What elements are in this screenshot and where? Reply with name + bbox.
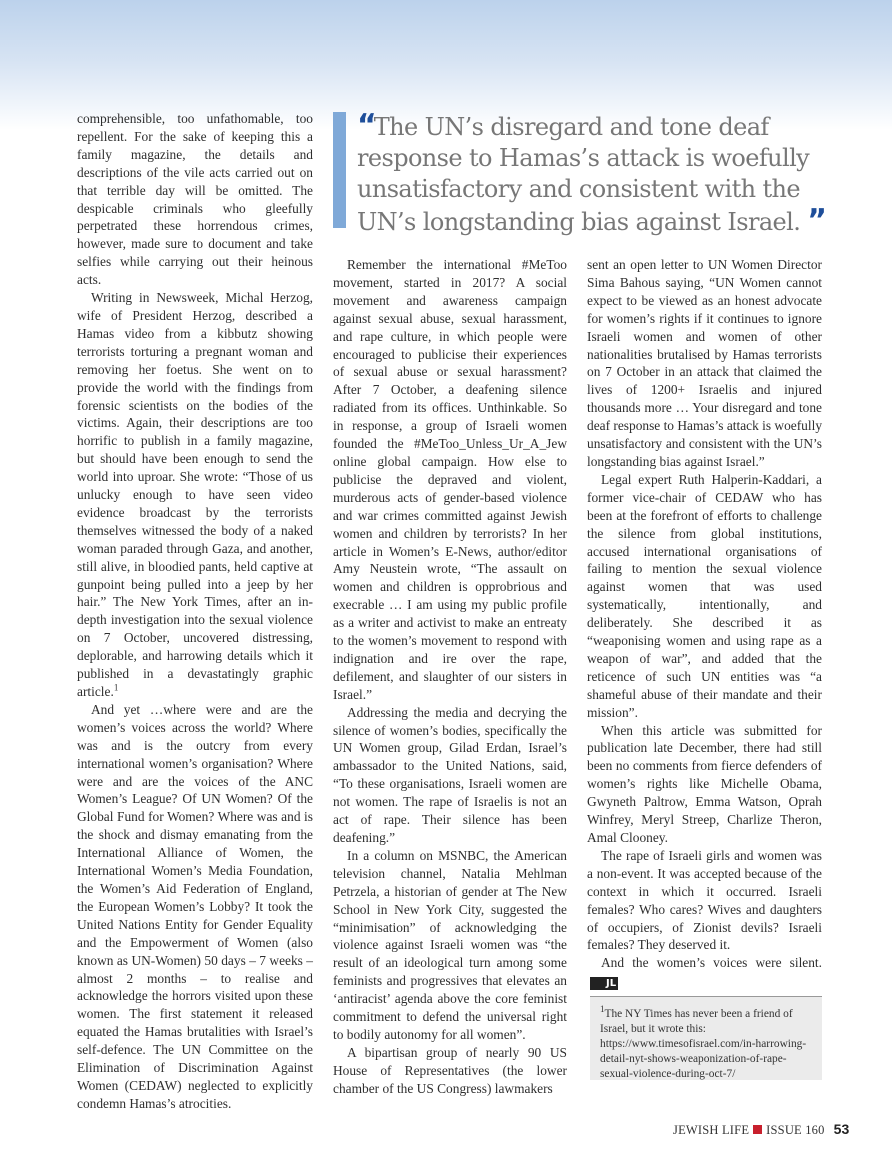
paragraph: The rape of Israeli girls and women was a non-event. It was accepted because of the context in which it occurred. Israeli females? Who cares? Wives and daughters of occupiers, of Zionist devils? Israeli females? They deserved it. xyxy=(587,847,822,953)
pull-quote-text xyxy=(357,110,827,238)
paragraph xyxy=(587,954,822,990)
paragraph-text: Writing in Newsweek, Michal Herzog, wife of President Herzog, described a Hamas video from a kibbutz showing terrorists torturing a pregnant woman and removing her foetus. She went on to provide the world with the findings from forensic scientists on the bodies of the victims. Again, their descriptions are too horrific to publish in a family magazine, but should have been enough to send the world into uproar. She wrote: “Those of us unlucky enough to have seen video evidence broadcast by the terrorists themselves witnessed the body of a naked woman paraded through Gaza, and another, still alive, in bloodied pants, held captive at gunpoint being pulled into a jeep by her hair.” The New York Times, after an in-depth investigation into the sexual violence on 7 October, uncovered distressing, deplorable, and harrowing details which it published in a devastatingly graphic article. xyxy=(77,290,313,699)
issue-label: ISSUE 160 xyxy=(766,1123,825,1137)
paragraph xyxy=(77,289,313,701)
red-square-separator-icon xyxy=(753,1125,762,1134)
close-quote-icon: ” xyxy=(807,203,824,238)
end-of-article-icon: JL xyxy=(590,977,618,990)
paragraph: Addressing the media and decrying the silence of women’s bodies, specifically the UN Women group, Gilad Erdan, Israel’s ambassador to the United Nations, said, “To these organisations, Israeli women are not women. The rape of Israelis is not an act of rape. Their silence has been deafening.” xyxy=(333,704,567,845)
footnote-ref[interactable]: 1 xyxy=(113,682,119,693)
open-quote-icon: “ xyxy=(357,108,374,143)
paragraph: A bipartisan group of nearly 90 US House of Representatives (the lower chamber of the US Congress) lawmakers xyxy=(333,1044,567,1096)
paragraph: Legal expert Ruth Halperin-Kaddari, a former vice-chair of CEDAW who has been at the forefront of efforts to challenge the silence from global institutions, accused international organisations of failing to mention the sexual violence against women that was used systematically, intentionally, and deliberately. She described it as “weaponising women and using rape as a weapon of war”, and added that the reticence of such UN entities was “a shameful abuse of their mandate and their mission”. xyxy=(587,471,822,720)
paragraph: And yet …where were and are the women’s voices across the world? Where was and is the outcry from every international women’s organisation? Where were and are the voices of the ANC Women’s League? Of UN Women? Of the Global Fund for Women? Where was and is the shock and dismay emanating from the International Alliance of Women, the International Women’s Media Foundation, the Women’s Aid Federation of England, the European Women’s Lobby? It took the United Nations Entity for Gender Equality and the Empowerment of Women (also known as UN-Women) 50 days – 7 weeks – almost 2 months – to realise and acknowledge the horrors visited upon these women. The first statement it released equated the Hamas brutalities with Israel’s self-defence. The UN Committee on the Elimination of Discrimination Against Women (CEDAW) neglected to explicitly condemn Hamas’s atrocities. xyxy=(77,701,313,1111)
article-column-3 xyxy=(587,256,822,990)
footnote-number: 1 xyxy=(600,1004,605,1015)
paragraph: sent an open letter to UN Women Director Sima Bahous saying, “UN Women cannot expect to be viewed as an honest advocate for women’s rights if it continues to ignore Israeli women and women of other nationalities brutalised by Hamas terrorists on 7 October in an attack that claimed the lives of 1200+ Israelis and injured thousands more … Your disregard and tone deaf response to Hamas’s attack is woefully unsatisfactory and consistent with the UN’s longstanding bias against Israel.” xyxy=(587,257,823,469)
closing-line: And the women’s voices were silent. xyxy=(601,955,822,971)
article-column-2 xyxy=(333,256,567,1098)
page-number: 53 xyxy=(833,1121,850,1137)
article-column-1 xyxy=(77,110,313,1113)
pull-quote-bar xyxy=(333,112,346,228)
page-footer xyxy=(673,1121,850,1138)
footnote-box xyxy=(590,996,822,1080)
paragraph: When this article was submitted for publication late December, there had still been no comments from fierce defenders of women’s rights like Michelle Obama, Gwyneth Paltrow, Emma Watson, Oprah Winfrey, Meryl Streep, Charlize Theron, Amal Clooney. xyxy=(587,722,822,845)
pull-quote-body: The UN’s disregard and tone deaf response to Hamas’s attack is woefully unsatisfactory and consistent with the UN’s longstanding bias against Israel. xyxy=(357,113,810,236)
pull-quote xyxy=(333,108,824,238)
footnote-text: The NY Times has never been a friend of Israel, but it wrote this: https://www.timesofisrael.com/in-harrowing-detail-nyt-shows-weaponization-of-rape-sexual-violence-during-oct-7/ xyxy=(600,1008,807,1080)
paragraph: comprehensible, too unfathomable, too repellent. For the sake of keeping this a family magazine, the details and descriptions of the vile acts carried out on that terrible day will be omitted. The despicable criminals who gleefully perpetrated these horrendous crimes, however, made sure to document and take selfies while carrying out their heinous acts. xyxy=(77,111,313,288)
publication-name: JEWISH LIFE xyxy=(673,1123,750,1137)
paragraph: In a column on MSNBC, the American television channel, Natalia Mehlman Petrzela, a historian of gender at The New School in New York City, suggested the “minimisation” of acknowledging the violence against Israeli women was “the result of an ideological turn among some feminists and progressives that elevates an ‘antiracist’ agenda above the core feminist commitment to defend the universal right to bodily autonomy for all women”. xyxy=(333,847,567,1042)
paragraph: Remember the international #MeToo movement, started in 2017? A social movement and awareness campaign against sexual abuse, sexual harassment, and rape culture, in which people were encouraged to publicise their experiences of sexual abuse or sexual harassment? After 7 October, a deafening silence radiated from its offices. Unthinkable. So in response, a group of Israeli women founded the #MeToo_Unless_Ur_A_Jew online global campaign. How else to publicise the depraved and violent, murderous acts of gender-based violence and war crimes committed against Jewish women and children by terrorists? In her article in Women’s E-News, author/editor Amy Neustein wrote, “The assault on women and children is opprobrious and execrable … I am using my public profile as a writer and activist to make an entreaty to the women’s movement to respond with indignation and ire over the rape, defilement, and slaughter of our sisters in Israel.” xyxy=(333,257,567,702)
